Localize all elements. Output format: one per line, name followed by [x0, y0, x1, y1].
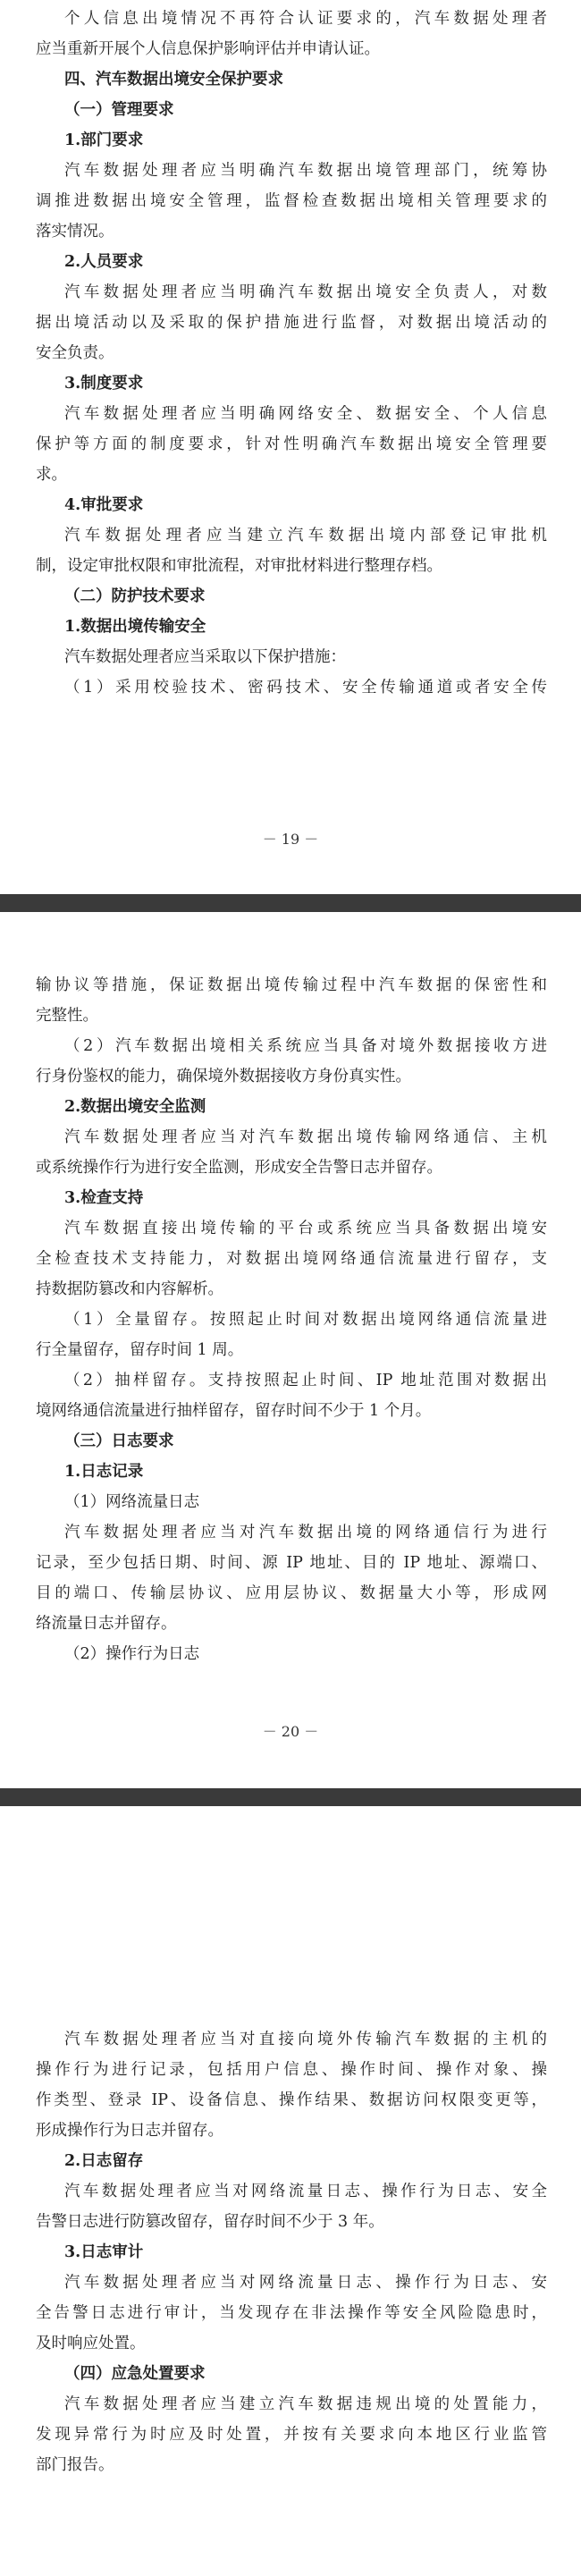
- text-line: 行身份鉴权的能力，确保境外数据接收方身份真实性。: [36, 1068, 411, 1085]
- text-line: 输协议等措施，保证数据出境传输过程中汽车数据的保密性和: [36, 976, 547, 994]
- page-number: － 20 －: [262, 1723, 319, 1740]
- text-line: （1）全量留存。按照起止时间对数据出境网络通信流量进: [64, 1311, 547, 1329]
- text-line: 据出境活动以及采取的保护措施进行监督，对数据出境活动的: [36, 314, 547, 332]
- text-line: 3.制度要求: [64, 375, 144, 393]
- text-line: （2）抽样留存。支持按照起止时间、IP 地址范围对数据出: [64, 1372, 547, 1389]
- text-line: 1.日志记录: [64, 1463, 144, 1481]
- text-line: 汽车数据处理者应当明确汽车数据出境管理部门，统筹协: [64, 162, 547, 180]
- page-separator: [0, 1788, 581, 1806]
- page-body: [36, 2024, 547, 2480]
- text-line: 汽车数据处理者应当明确网络安全、数据安全、个人信息: [64, 405, 547, 423]
- document-page-19: [0, 0, 581, 894]
- text-line: 汽车数据处理者应当建立汽车数据出境内部登记审批机: [64, 527, 547, 545]
- text-line: 持数据防篡改和内容解析。: [36, 1280, 223, 1298]
- text-line: 安全负责。: [36, 344, 114, 362]
- text-line: 3.检查支持: [64, 1189, 144, 1207]
- text-line: 求。: [36, 466, 67, 484]
- text-line: 全告警日志进行审计，当发现存在非法操作等安全风险隐患时，: [36, 2304, 547, 2322]
- document-page-21: [0, 1806, 581, 2576]
- text-line: 记录，至少包括日期、时间、源 IP 地址、目的 IP 地址、源端口、: [36, 1554, 547, 1572]
- document-page-20: [0, 912, 581, 1788]
- text-line: 汽车数据处理者应当对汽车数据出境的网络通信行为进行: [64, 1524, 547, 1541]
- text-line: 2.人员要求: [64, 253, 144, 271]
- text-line: 全检查技术支持能力，对数据出境网络通信流量进行留存，支: [36, 1250, 547, 1268]
- text-line: 1.部门要求: [64, 131, 144, 149]
- text-line: 完整性。: [36, 1007, 98, 1025]
- text-line: 操作行为进行记录，包括用户信息、操作时间、操作对象、操: [36, 2061, 547, 2079]
- text-line: 个人信息出境情况不再符合认证要求的，汽车数据处理者: [64, 10, 547, 28]
- page-body: [36, 970, 547, 1669]
- text-line: 2.数据出境安全监测: [64, 1098, 206, 1116]
- text-line: 行全量留存，留存时间 1 周。: [36, 1341, 244, 1359]
- text-line: （二）防护技术要求: [64, 587, 206, 605]
- text-line: 制，设定审批权限和审批流程，对审批材料进行整理存档。: [36, 557, 442, 575]
- text-line: 汽车数据处理者应当建立汽车数据违规出境的处置能力，: [64, 2395, 547, 2413]
- text-line: 1.数据出境传输安全: [64, 618, 206, 636]
- text-line: 络流量日志并留存。: [36, 1615, 177, 1633]
- page-number: － 19 －: [262, 831, 319, 848]
- text-line: 应当重新开展个人信息保护影响评估并申请认证。: [36, 40, 380, 58]
- text-line: 境网络通信流量进行抽样留存，留存时间不少于 1 个月。: [36, 1402, 432, 1420]
- text-line: 汽车数据处理者应当对网络流量日志、操作行为日志、安: [64, 2274, 547, 2292]
- page-body: [36, 4, 547, 703]
- text-line: 保护等方面的制度要求，针对性明确汽车数据出境安全管理要: [36, 435, 547, 453]
- text-line: （2）操作行为日志: [64, 1645, 200, 1663]
- text-line: （2）汽车数据出境相关系统应当具备对境外数据接收方进: [64, 1037, 547, 1055]
- text-line: 部门报告。: [36, 2456, 114, 2474]
- text-line: 汽车数据处理者应当对汽车数据出境传输网络通信、主机: [64, 1128, 547, 1146]
- text-line: 形成操作行为日志并留存。: [36, 2122, 223, 2140]
- text-line: 或系统操作行为进行安全监测，形成安全告警日志并留存。: [36, 1159, 442, 1177]
- page-separator: [0, 894, 581, 912]
- text-line: 汽车数据直接出境传输的平台或系统应当具备数据出境安: [64, 1220, 547, 1237]
- text-line: 及时响应处置。: [36, 2335, 146, 2352]
- text-line: 2.日志留存: [64, 2152, 144, 2170]
- text-line: （1）采用校验技术、密码技术、安全传输通道或者安全传: [64, 679, 547, 697]
- text-line: （一）管理要求: [64, 101, 174, 119]
- text-line: 汽车数据处理者应当明确汽车数据出境安全负责人，对数: [64, 283, 547, 301]
- text-line: （四）应急处置要求: [64, 2365, 206, 2383]
- text-line: （三）日志要求: [64, 1432, 174, 1450]
- text-line: 汽车数据处理者应当采取以下保护措施：: [64, 648, 346, 666]
- text-line: 汽车数据处理者应当对直接向境外传输汽车数据的主机的: [64, 2031, 547, 2048]
- text-line: 调推进数据出境安全管理，监督检查数据出境相关管理要求的: [36, 192, 547, 210]
- text-line: 作类型、登录 IP、设备信息、操作结果、数据访问权限变更等，: [36, 2091, 547, 2109]
- text-line: 发现异常行为时应及时处置，并按有关要求向本地区行业监管: [36, 2426, 547, 2444]
- text-line: （1）网络流量日志: [64, 1493, 200, 1511]
- text-line: 汽车数据处理者应当对网络流量日志、操作行为日志、安全: [64, 2183, 547, 2200]
- text-line: 目的端口、传输层协议、应用层协议、数据量大小等，形成网: [36, 1584, 547, 1602]
- text-line: 告警日志进行防篡改留存，留存时间不少于 3 年。: [36, 2213, 384, 2231]
- text-line: 四、汽车数据出境安全保护要求: [64, 71, 283, 89]
- text-line: 3.日志审计: [64, 2243, 144, 2261]
- text-line: 4.审批要求: [64, 496, 144, 514]
- text-line: 落实情况。: [36, 223, 114, 241]
